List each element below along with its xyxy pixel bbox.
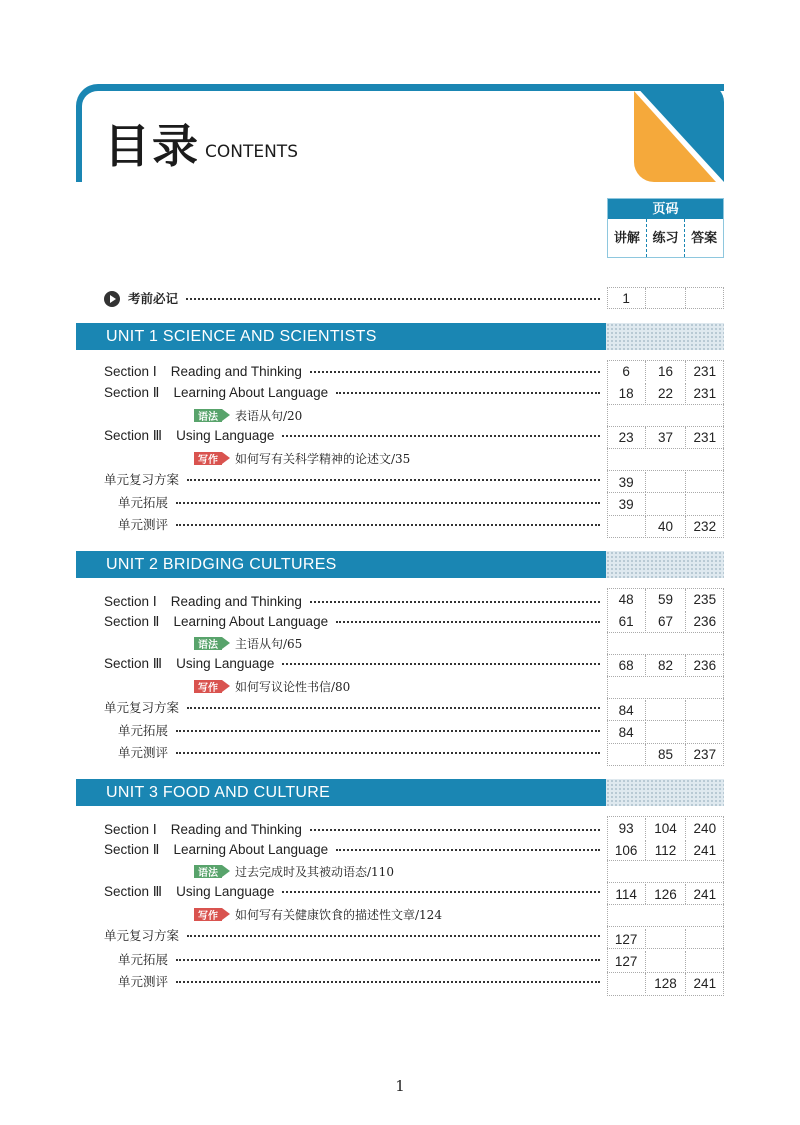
- page-number-cell: [686, 700, 724, 720]
- page-number-cell: [686, 951, 724, 971]
- entry-title: Learning About Language: [173, 614, 329, 629]
- page-grid: [607, 882, 724, 883]
- page-explain: 1: [607, 288, 646, 308]
- toc-row[interactable]: [118, 721, 600, 741]
- subentry-text: 表语从句/20: [235, 408, 303, 423]
- toc-row[interactable]: [118, 515, 600, 535]
- unit-3-pattern: [606, 779, 724, 806]
- toc-row[interactable]: [104, 383, 600, 403]
- entry-label: 单元测评: [118, 974, 169, 989]
- leader-dots: [187, 470, 600, 481]
- grammar-subentry[interactable]: [194, 862, 394, 880]
- page-number-cell: [686, 929, 724, 949]
- entry-label: Section Ⅰ: [104, 364, 157, 379]
- page-number-cell: 241: [693, 976, 717, 991]
- page-number-cell: 67: [646, 611, 685, 631]
- leader-dots: [176, 972, 600, 983]
- page-number-cell: [686, 472, 724, 492]
- toc-row[interactable]: [118, 950, 600, 970]
- toc-row[interactable]: [104, 592, 600, 612]
- col-practice: 练习: [647, 219, 686, 257]
- toc-row[interactable]: [104, 698, 600, 718]
- page-number-cell: 84: [607, 700, 646, 720]
- page-number-cell: 37: [646, 427, 685, 447]
- page-grid: [607, 404, 724, 405]
- page-grid: [607, 632, 724, 633]
- page-number-cell: 39: [607, 494, 646, 514]
- page-answer: [686, 288, 724, 308]
- writing-tag-icon: 写作: [194, 908, 222, 921]
- entry-label: 考前必记: [128, 291, 179, 306]
- page-number-cell: 112: [646, 840, 685, 860]
- page-number-cell: 61: [607, 611, 646, 631]
- subentry-text: 主语从句/65: [235, 636, 303, 651]
- unit-2-pattern: [606, 551, 724, 578]
- leader-dots: [187, 926, 600, 937]
- leader-dots: [187, 698, 600, 709]
- subentry-text: 如何写议论性书信/80: [235, 679, 351, 694]
- entry-title: Learning About Language: [173, 842, 329, 857]
- page-code-box: [607, 198, 724, 258]
- leader-dots: [176, 493, 600, 504]
- page-number-cell: [686, 494, 724, 514]
- grammar-subentry[interactable]: [194, 634, 302, 652]
- page-number-cell: 39: [607, 472, 646, 492]
- page-number-cell: 82: [646, 655, 685, 675]
- toc-row[interactable]: [104, 840, 600, 860]
- leader-dots: [186, 289, 600, 300]
- entry-label: 单元测评: [118, 517, 169, 532]
- toc-row[interactable]: [104, 426, 600, 446]
- toc-row[interactable]: [118, 493, 600, 513]
- entry-label: Section Ⅱ: [104, 614, 160, 629]
- entry-title: Using Language: [176, 656, 275, 671]
- grammar-tag-icon: 语法: [194, 865, 222, 878]
- page-number-cell: 126: [646, 884, 685, 904]
- page-code-head: 页码: [608, 199, 723, 219]
- entry-label: 单元拓展: [118, 952, 169, 967]
- unit-1-heading: UNIT 1 SCIENCE AND SCIENTISTS: [76, 323, 606, 350]
- grammar-tag-icon: 语法: [194, 409, 222, 422]
- entry-title: Using Language: [176, 428, 275, 443]
- page-number-cell: 128: [646, 973, 685, 993]
- subentry-text: 如何写有关健康饮食的描述性文章/124: [235, 907, 442, 922]
- page-number-cell: [607, 973, 646, 993]
- page-grid: [607, 720, 724, 721]
- unit-1-pattern: [606, 323, 724, 350]
- entry-label: 单元测评: [118, 745, 169, 760]
- writing-subentry[interactable]: [194, 449, 410, 467]
- page-number-cell: 236: [693, 658, 717, 673]
- page-number-cell: [646, 494, 685, 514]
- col-explain: 讲解: [608, 219, 647, 257]
- entry-label: 单元复习方案: [104, 472, 180, 487]
- entry-label: Section Ⅱ: [104, 385, 160, 400]
- leader-dots: [282, 882, 600, 893]
- page-number-cell: [646, 722, 685, 742]
- page-number-cell: 48: [607, 589, 646, 609]
- grammar-tag-icon: 语法: [194, 637, 222, 650]
- entry-title: Using Language: [176, 884, 275, 899]
- writing-tag-icon: 写作: [194, 680, 222, 693]
- page-number-cell: 6: [607, 361, 646, 381]
- leader-dots: [176, 721, 600, 732]
- leader-dots: [282, 654, 600, 665]
- entry-title: Learning About Language: [173, 385, 329, 400]
- page-grid: [607, 676, 724, 677]
- page-grid: [607, 698, 724, 699]
- entry-label: Section Ⅲ: [104, 428, 163, 443]
- page-title: 目录: [104, 119, 200, 173]
- entry-label: Section Ⅰ: [104, 822, 157, 837]
- grammar-subentry[interactable]: [194, 406, 302, 424]
- leader-dots: [176, 743, 600, 754]
- page-number-cell: 68: [607, 655, 646, 675]
- page-number-cell: 59: [646, 589, 685, 609]
- entry-title: Reading and Thinking: [170, 364, 302, 379]
- page-number-cell: 104: [646, 818, 685, 838]
- entry-label: 单元拓展: [118, 723, 169, 738]
- page-number-cell: 22: [646, 383, 685, 403]
- page-number-cell: 16: [646, 361, 685, 381]
- page-number-cell: 106: [607, 840, 646, 860]
- leader-dots: [176, 950, 600, 961]
- page-number-cell: 84: [607, 722, 646, 742]
- entry-title: Reading and Thinking: [170, 594, 302, 609]
- page-number-cell: 235: [693, 592, 717, 607]
- page-number: 1: [395, 1077, 405, 1095]
- toc-row[interactable]: [104, 362, 600, 382]
- leader-dots: [310, 362, 600, 373]
- entry-label: 单元拓展: [118, 495, 169, 510]
- toc-intro-row[interactable]: [128, 289, 600, 309]
- page-number-cell: 236: [693, 614, 717, 629]
- entry-title: Reading and Thinking: [170, 822, 302, 837]
- toc-row[interactable]: [104, 654, 600, 674]
- page-number-cell: 241: [693, 887, 717, 902]
- leader-dots: [310, 592, 600, 603]
- entry-label: Section Ⅲ: [104, 884, 163, 899]
- page-number-cell: 232: [693, 519, 717, 534]
- writing-tag-icon: 写作: [194, 452, 222, 465]
- page-subtitle: CONTENTS: [205, 142, 298, 162]
- page-number-cell: 231: [693, 430, 717, 445]
- entry-label: 单元复习方案: [104, 700, 180, 715]
- subentry-text: 过去完成时及其被动语态/110: [235, 864, 394, 879]
- corner-decoration: [634, 84, 724, 182]
- leader-dots: [282, 426, 600, 437]
- page-number-cell: [607, 744, 646, 764]
- entry-label: 单元复习方案: [104, 928, 180, 943]
- entry-label: Section Ⅰ: [104, 594, 157, 609]
- page-number-cell: [646, 951, 685, 971]
- page-number-cell: 127: [607, 929, 646, 949]
- page-number-cell: [646, 472, 685, 492]
- page-number-cell: 23: [607, 427, 646, 447]
- col-answer: 答案: [691, 230, 718, 245]
- toc-row[interactable]: [104, 882, 600, 902]
- entry-label: Section Ⅲ: [104, 656, 163, 671]
- leader-dots: [336, 612, 600, 623]
- subentry-text: 如何写有关科学精神的论述文/35: [235, 451, 411, 466]
- page-number-cell: [646, 929, 685, 949]
- page-number-cell: 231: [693, 364, 717, 379]
- page-grid: [607, 448, 724, 449]
- page-practice: [646, 288, 685, 308]
- page-number-cell: 114: [607, 884, 646, 904]
- page-number-cell: 240: [693, 821, 717, 836]
- unit-2-heading: UNIT 2 BRIDGING CULTURES: [76, 551, 606, 578]
- leader-dots: [310, 820, 600, 831]
- page-number-cell: 231: [693, 386, 717, 401]
- page-grid: [607, 926, 724, 927]
- leader-dots: [336, 840, 600, 851]
- play-bullet-icon: [104, 291, 120, 307]
- writing-subentry[interactable]: [194, 677, 350, 695]
- page-number-cell: 40: [646, 516, 685, 536]
- page-number-cell: 85: [646, 744, 685, 764]
- toc-row[interactable]: [104, 926, 600, 946]
- page-number-cell: 18: [607, 383, 646, 403]
- leader-dots: [176, 515, 600, 526]
- page-number-cell: 93: [607, 818, 646, 838]
- page-number-cell: [607, 516, 646, 536]
- toc-row[interactable]: [104, 612, 600, 632]
- toc-row[interactable]: [104, 820, 600, 840]
- page-number-cell: 237: [693, 747, 717, 762]
- page-number-cell: 127: [607, 951, 646, 971]
- page-grid: [607, 860, 724, 861]
- unit-3-heading: UNIT 3 FOOD AND CULTURE: [76, 779, 606, 806]
- page-grid: [607, 904, 724, 905]
- page-grid: [607, 492, 724, 493]
- page-grid: [607, 470, 724, 471]
- page-number-cell: [646, 700, 685, 720]
- page-number-cell: 241: [693, 843, 717, 858]
- entry-label: Section Ⅱ: [104, 842, 160, 857]
- toc-row[interactable]: [118, 743, 600, 763]
- toc-row[interactable]: [104, 470, 600, 490]
- writing-subentry[interactable]: [194, 905, 442, 923]
- leader-dots: [336, 383, 600, 394]
- toc-row[interactable]: [118, 972, 600, 992]
- page-number-cell: [686, 722, 724, 742]
